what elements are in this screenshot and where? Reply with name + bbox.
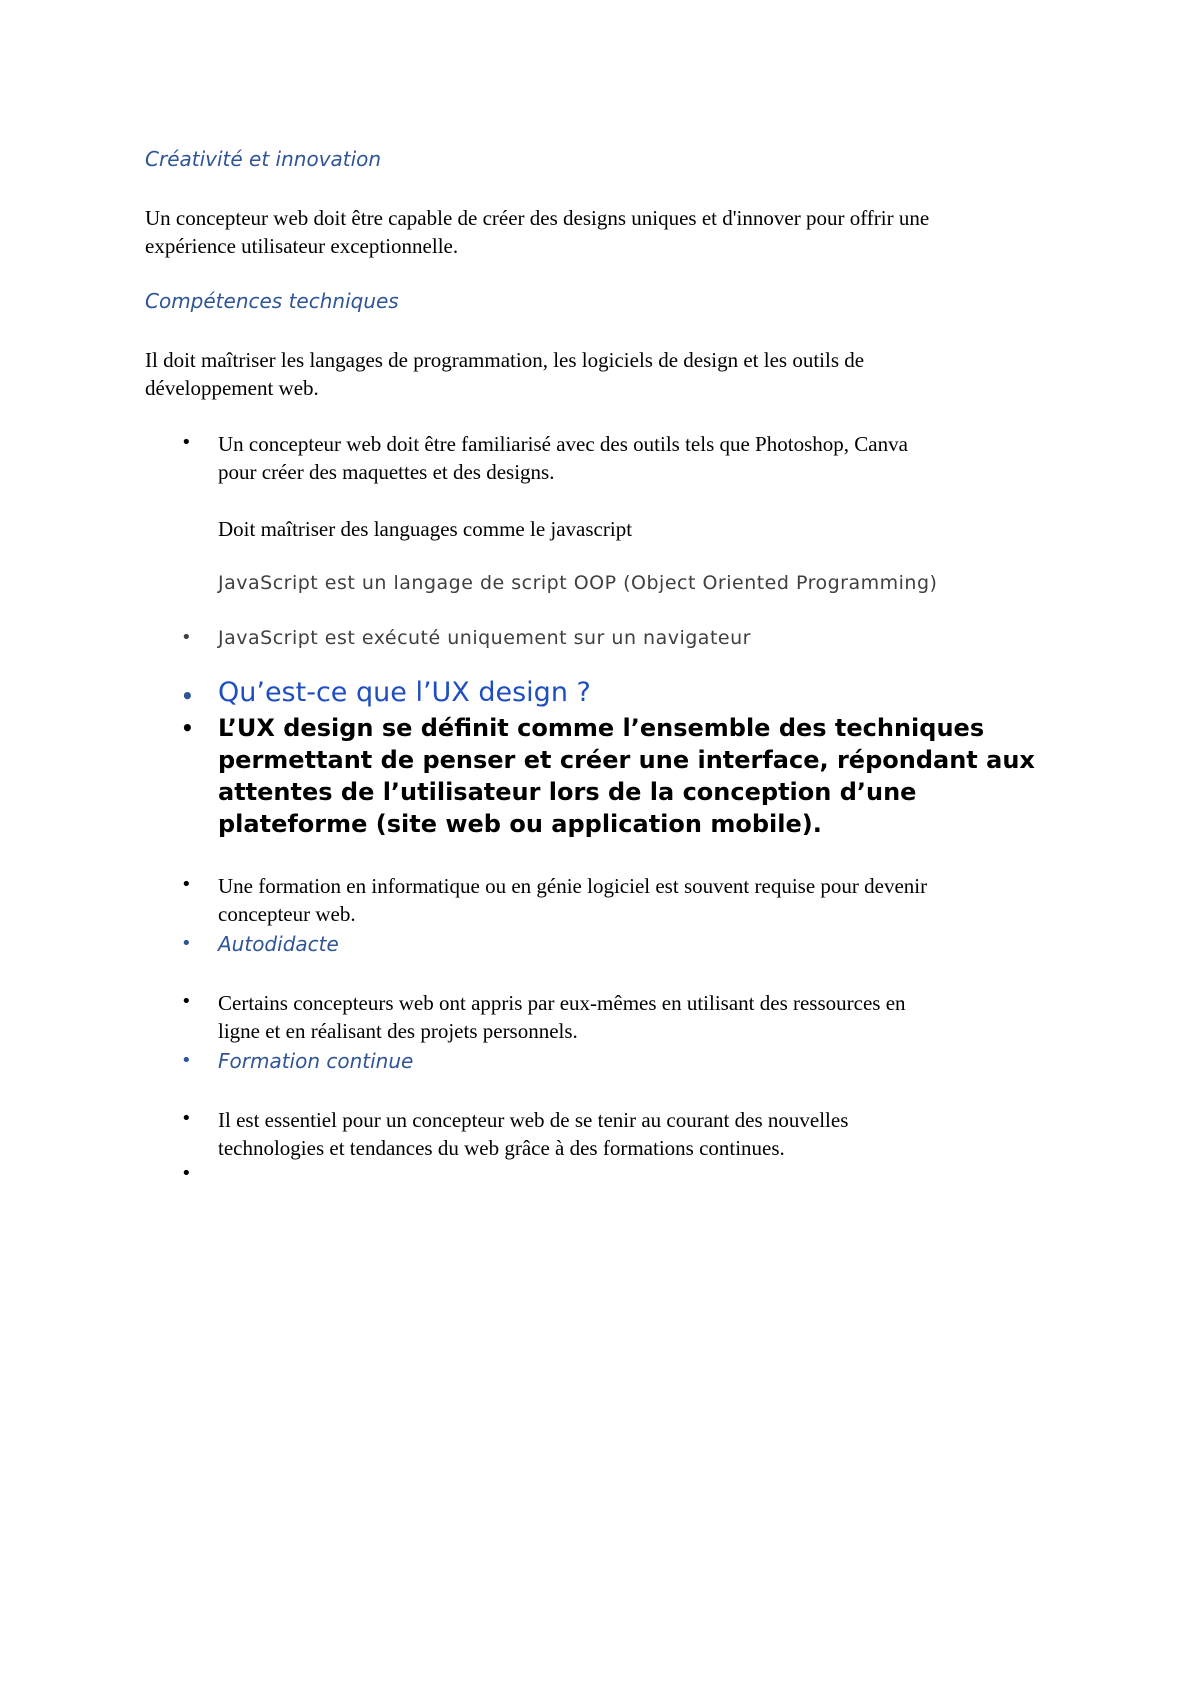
creativity-heading: Créativité et innovation: [145, 147, 382, 171]
training-line-2: concepteur web.: [218, 902, 356, 926]
continuing-line-1: Il est essentiel pour un concepteur web de se tenir au courant des nouvelles: [218, 1108, 849, 1132]
bullet-marker: •: [181, 684, 194, 708]
training-line-1: Une formation en informatique ou en génie logiciel est souvent requise pour devenir: [218, 874, 928, 898]
bullet-marker: •: [181, 991, 192, 1012]
ux-definition-line-3: attentes de l’utilisateur lors de la conception d’une: [218, 778, 917, 806]
bullet-marker: •: [181, 1050, 192, 1071]
bullet-marker: •: [181, 874, 192, 895]
bullet-tools-line-1: Un concepteur web doit être familiarisé avec des outils tels que Photoshop, Canva: [218, 432, 908, 456]
bullet-tools-line-2: pour créer des maquettes et des designs.: [218, 460, 555, 484]
bullet-marker: •: [181, 716, 194, 740]
bullet-marker: •: [181, 933, 192, 954]
self-taught-line-1: Certains concepteurs web ont appris par eux-mêmes en utilisant des ressources en: [218, 991, 906, 1015]
bullet-marker: •: [181, 627, 192, 648]
javascript-master-text: Doit maîtriser des languages comme le javascript: [218, 517, 633, 541]
ux-question-heading: Qu’est-ce que l’UX design ?: [218, 677, 591, 708]
empty-bullet-marker: •: [181, 1163, 192, 1184]
ux-definition-line-1: L’UX design se définit comme l’ensemble des techniques: [218, 714, 985, 742]
javascript-browser-text: JavaScript est exécuté uniquement sur un navigateur: [218, 627, 751, 649]
creativity-paragraph-line-1: Un concepteur web doit être capable de créer des designs uniques et d'innover pour offrir une: [145, 206, 930, 230]
skills-paragraph-line-1: Il doit maîtriser les langages de programmation, les logiciels de design et les outils de: [145, 348, 865, 372]
bullet-marker: •: [181, 432, 192, 453]
self-taught-line-2: ligne et en réalisant des projets personnels.: [218, 1019, 578, 1043]
ux-definition-line-4: plateforme (site web ou application mobile).: [218, 810, 822, 838]
bullet-marker: •: [181, 1108, 192, 1129]
creativity-paragraph-line-2: expérience utilisateur exceptionnelle.: [145, 234, 459, 258]
ux-definition-line-2: permettant de penser et créer une interface, répondant aux: [218, 746, 1035, 774]
skills-paragraph-line-2: développement web.: [145, 376, 319, 400]
continuing-heading: Formation continue: [218, 1049, 414, 1073]
self-taught-heading: Autodidacte: [218, 932, 339, 956]
continuing-line-2: technologies et tendances du web grâce à des formations continues.: [218, 1136, 785, 1160]
javascript-oop-text: JavaScript est un langage de script OOP (Object Oriented Programming): [218, 572, 938, 594]
skills-heading: Compétences techniques: [145, 289, 399, 313]
